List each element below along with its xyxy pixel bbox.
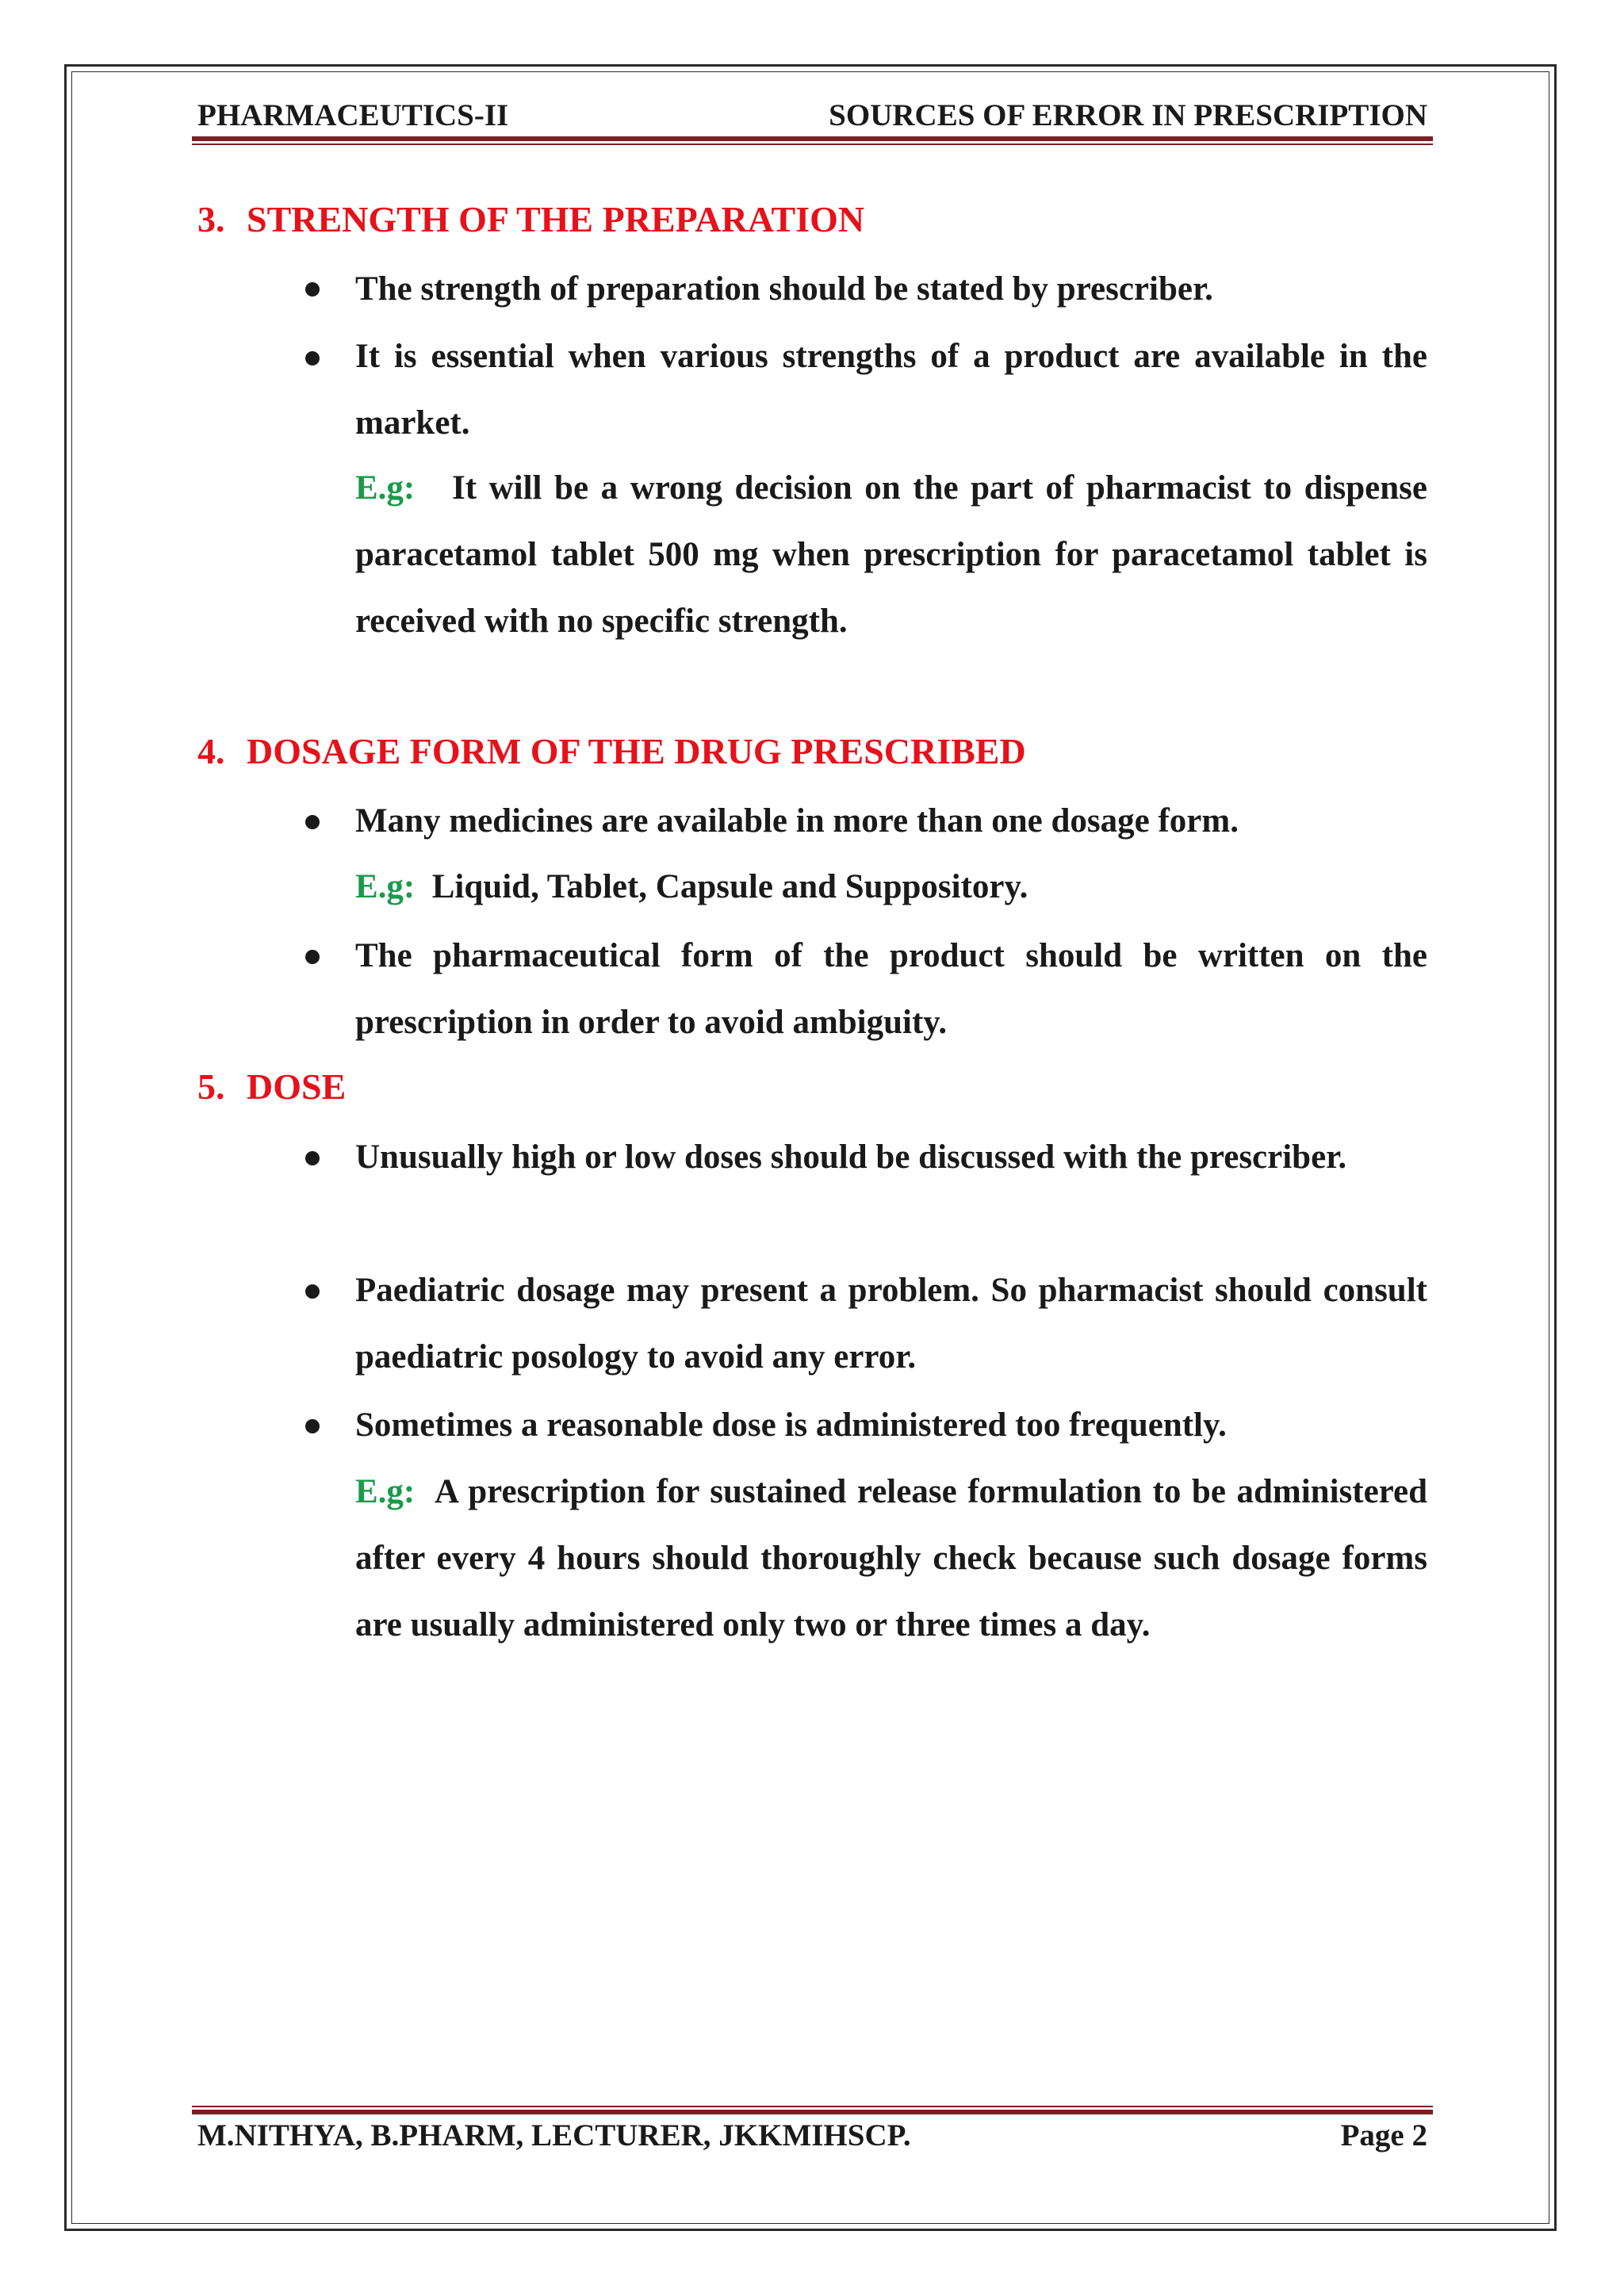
bullet-icon bbox=[305, 815, 320, 829]
header-subject: PHARMACEUTICS-II bbox=[197, 98, 509, 132]
header-rule-thick bbox=[192, 136, 1433, 141]
footer-rule-thin bbox=[192, 2106, 1433, 2107]
section-heading-dosage-form bbox=[197, 730, 1026, 773]
section-title: STRENGTH OF THE PREPARATION bbox=[247, 199, 865, 239]
section-number: 4. bbox=[197, 731, 225, 771]
example-text: Liquid, Tablet, Capsule and Suppository. bbox=[431, 868, 1028, 905]
example-label: E.g: bbox=[355, 868, 416, 905]
example-label: E.g: bbox=[355, 1473, 416, 1510]
header-rule-thin bbox=[192, 144, 1433, 145]
bullet-text: Unusually high or low doses should be discussed with the prescriber. bbox=[355, 1138, 1347, 1176]
bullet-icon bbox=[305, 950, 320, 964]
example-text: A prescription for sustained release formulation to be administered after every 4 hours should thoroughly check because such dosage forms are usually administered only two or three times a day. bbox=[355, 1473, 1427, 1644]
page-footer bbox=[197, 2117, 1427, 2155]
section-number: 5. bbox=[197, 1066, 225, 1107]
section-title: DOSE bbox=[247, 1066, 347, 1107]
section-number: 3. bbox=[197, 199, 225, 239]
bullet-text: The pharmaceutical form of the product should be written on the prescription in order to avoid ambiguity. bbox=[355, 937, 1427, 1041]
example-label: E.g: bbox=[355, 469, 416, 507]
bullet-icon bbox=[305, 282, 320, 297]
footer-author: M.NITHYA, B.PHARM, LECTURER, JKKMIHSCP. bbox=[197, 2118, 911, 2152]
example-paragraph bbox=[355, 1459, 1427, 1659]
page-number: Page 2 bbox=[1340, 2118, 1427, 2152]
page-header bbox=[197, 98, 1427, 133]
bullet-text: The strength of preparation should be stated by prescriber. bbox=[355, 270, 1213, 308]
bullet-text: Sometimes a reasonable dose is administered too frequently. bbox=[355, 1406, 1227, 1444]
section-heading-dose bbox=[197, 1066, 346, 1108]
example-text: It will be a wrong decision on the part of pharmacist to dispense paracetamol tablet 500 mg when prescription for paracetamol tablet is received with no specific strength. bbox=[355, 469, 1427, 640]
bullet-icon bbox=[305, 1284, 320, 1299]
bullet-text: It is essential when various strengths of a product are available in the market. bbox=[355, 338, 1427, 442]
example-paragraph bbox=[355, 854, 1427, 920]
header-topic: SOURCES OF ERROR IN PRESCRIPTION bbox=[829, 98, 1427, 132]
section-heading-strength bbox=[197, 198, 864, 241]
bullet-icon bbox=[305, 1151, 320, 1165]
bullet-text: Paediatric dosage may present a problem. So pharmacist should consult paediatric posology to avoid any error. bbox=[355, 1272, 1427, 1376]
bullet-text: Many medicines are available in more than one dosage form. bbox=[355, 802, 1239, 840]
section-title: DOSAGE FORM OF THE DRUG PRESCRIBED bbox=[247, 731, 1026, 771]
bullet-icon bbox=[305, 351, 320, 365]
bullet-icon bbox=[305, 1419, 320, 1433]
example-paragraph bbox=[355, 455, 1427, 655]
footer-rule-thick bbox=[192, 2110, 1433, 2114]
